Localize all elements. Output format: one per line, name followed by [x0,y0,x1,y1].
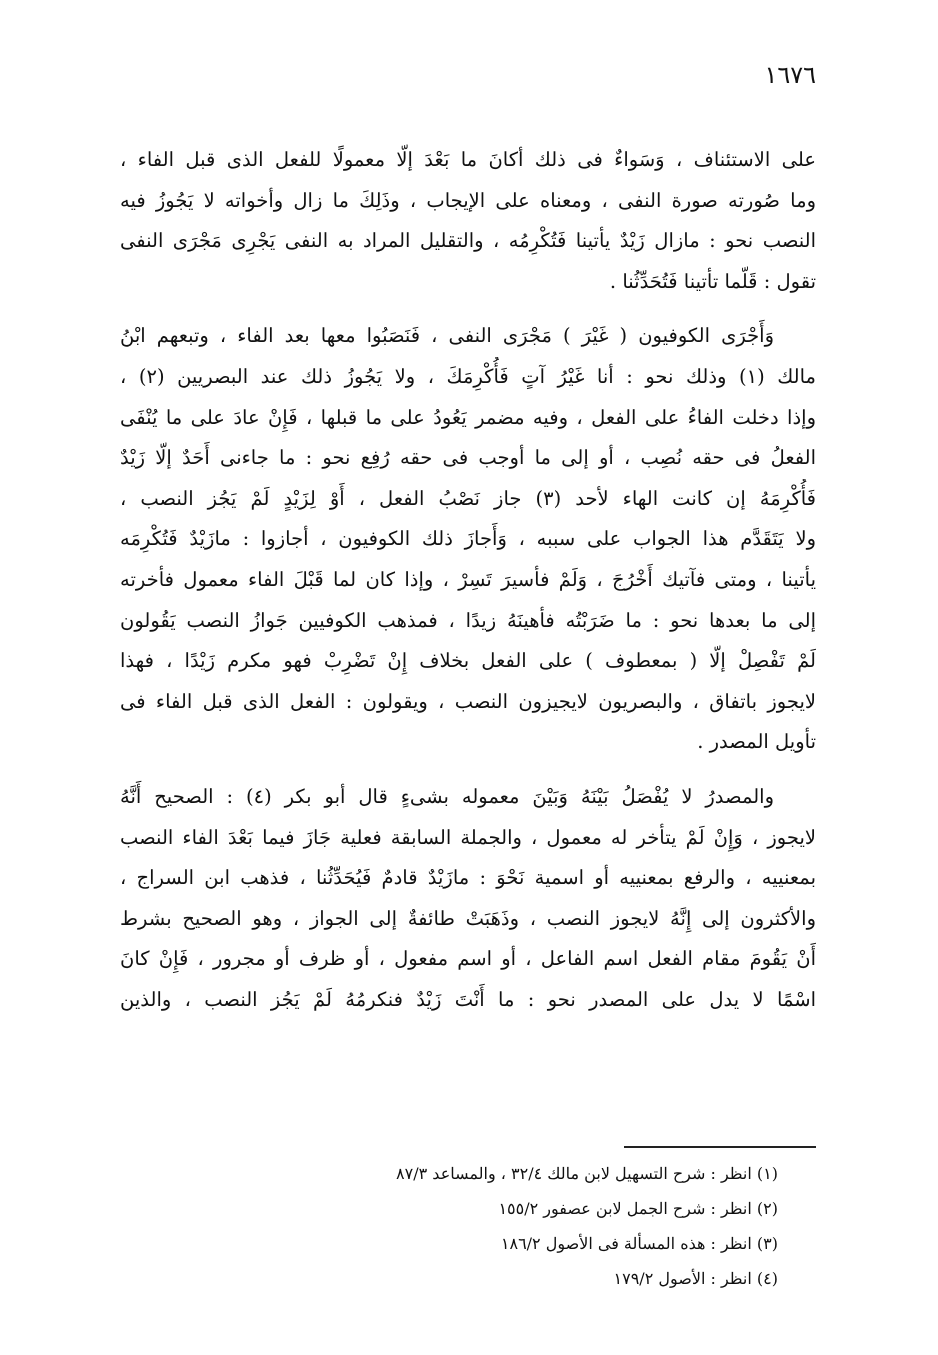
footnotes [178,1156,778,1296]
text-line: إلى ما بعدها نحو : ما ضَرَبْتُه فأهينَهُ زيدًا ، فمذهب الكوفيين جَوازُ النصب يَقُولون [120,608,816,632]
text-line: تأويل المصدر . [697,730,816,754]
text-line: لايجوز باتفاق ، والبصريون لايجيزون النصب ، ويقولون : الفعل الذى قبل الفاء فى [120,689,816,713]
paragraph-3 [120,777,816,1021]
text-line: ولا يَتَقَدَّم هذا الجواب على سببه ، وَأَجازَ ذلك الكوفيون ، أجازوا : مازَيْدٌ فَتُكْرِمَه [120,527,816,551]
text-line: وما صُورته صورة النفى ، ومعناه على الإيجاب ، وذَلِكَ ما زال وأخواته لا يَجُوزُ فيه [120,188,816,212]
text-line: النصب نحو : مازال زَيْدٌ يأتينا فَتُكْرِمُه ، والتقليل المراد به النفى يَجْرِى مَجْرَى النفى [120,229,816,253]
text-line: أَنْ يَقُومَ مقام الفعل اسم الفاعل ، أو اسم مفعول ، أو ظرف أو مجرور ، فَإِنْ كانَ [120,947,816,971]
text-line: على الاستئناف ، وَسَواءٌ فى ذلك أكانَ ما بَعْدَ إلّا معمولًا للفعل الذى قبل الفاء ، [120,148,816,171]
text-line: والأكثرون إلى إِنَّهُ لايجوز النصب ، وذَهَبَتْ طائفةٌ إلى الجواز ، وهو الصحيح بشرط [120,906,816,930]
paragraph-1 [120,140,816,302]
text-line: وإذا دخلت الفاءُ على الفعل ، وفيه مضمر يَعُودُ على ما قبلها ، فَإِنْ عادَ على ما يُنْفَى [120,405,816,429]
paragraph-2 [120,316,816,763]
text-line: اسْمًا لا يدل على المصدر نحو : ما أَنْتَ زَيْدٌ فنكرمُهُ لَمْ يَجُز النصب ، والذين [120,987,816,1011]
text-line: يأتينا ، ومتى فآتيك أَخْرُجَ ، وَلَمْ فأسيرَ تَسِرْ ، وإذا كان لما قَبْلَ الفاء معمول فأخرته [120,567,816,591]
footnote-1: (١) انظر : شرح التسهيل لابن مالك ٣٢/٤ ، والمساعد ٨٧/٣ [396,1164,778,1183]
footnote-3: (٣) انظر : هذه المسألة فى الأصول ١٨٦/٢ [500,1234,778,1253]
main-text [120,140,816,1020]
text-line: لَمْ تَفْصِلْ إلّا ( بمعطوف ) على الفعل بخلاف إِنْ تَضْرِبْ فهو مكرم زَيْدًا ، فهذا [120,649,816,673]
footnote-divider [624,1146,816,1148]
text-line: والمصدرُ لا يُفْصَلُ بَيْنَهُ وَبَيْنَ معموله بشىءٍ قال أبو بكر (٤) : الصحيح أَنَّهُ [120,784,775,808]
footnote-4: (٤) انظر : الأصول ١٧٩/٢ [613,1269,778,1288]
footnote-2: (٢) انظر : شرح الجمل لابن عصفور ١٥٥/٢ [498,1199,778,1218]
text-line: وَأَجْرَى الكوفيون ( غَيْرَ ) مَجْرَى النفى ، فَنَصَبُوا معها بعد الفاء ، وتبعهم ابْنُ [120,324,774,348]
page-number: ١٦٧٦ [764,61,816,89]
text-line: فَأُكْرِمَهُ إن كانت الهاء لأحد (٣) جاز نَصْبُ الفعل ، أَوْ لِزَيْدٍ لَمْ يَجُز النصب ، [120,486,816,510]
text-line: تقول : قَلّما تأتينا فَتُحَدِّثُنا . [609,269,816,293]
text-line: لايجوز ، وَإِنْ لَمْ يتأخر له معمول ، والجملة السابقة فعلية جَازَ فيما بَعْدَ الفاء النصب [120,825,816,849]
text-line: بمعنييه ، والرفع بمعنييه أو اسمية نَحْوَ : مازَيْدٌ قادمٌ فَيُحَدِّثُنا ، فذهب ابن السراج ، [120,866,816,890]
text-line: الفعلُ فى حقه نُصِب ، أو إلى ما أوجب فى حقه رُفِع نحو : ما جاءنى أَحَدٌ إلّا زَيْدٌ [120,446,816,470]
text-line: مالك (١) وذلك نحو : أنا غَيْرُ آتٍ فَأُكْرِمَكَ ، ولا يَجُوزُ ذلك عند البصريين (٢) ، [120,364,816,388]
